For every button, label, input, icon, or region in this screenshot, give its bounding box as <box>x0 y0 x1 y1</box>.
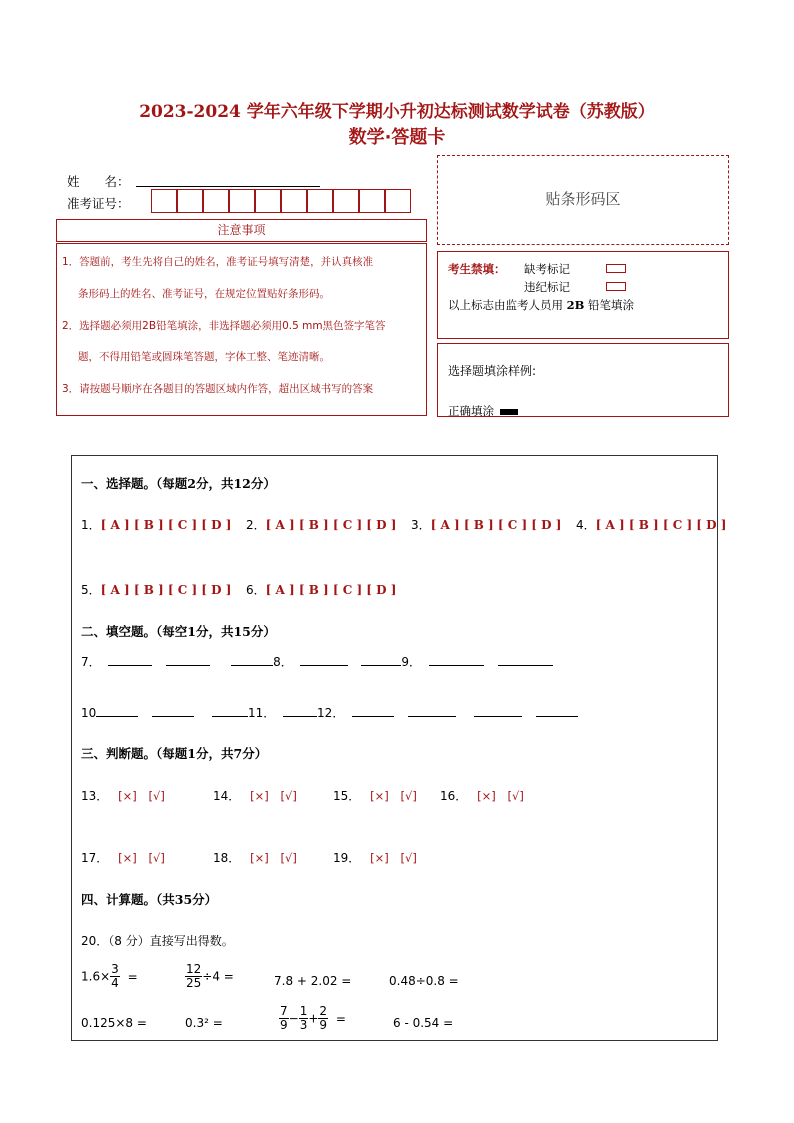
choice-question <box>246 516 396 533</box>
answer-sheet-subtitle: 数学·答题卡 <box>348 127 446 148</box>
question-number: 2． <box>246 518 266 532</box>
id-digit-box[interactable] <box>203 189 229 213</box>
answer-blank[interactable] <box>429 653 484 666</box>
fill-sample-label: 选择题填涂样例: <box>448 364 537 378</box>
fraction: $\frac{2}{9}$ <box>319 1004 328 1032</box>
question-number: 14． <box>213 789 241 803</box>
judge-question <box>333 849 417 866</box>
answer-blank[interactable] <box>408 704 456 717</box>
mark-right-option[interactable]: [√] <box>507 789 524 803</box>
choice-question <box>411 516 561 533</box>
answer-blank[interactable] <box>361 653 401 666</box>
section-heading-judge: 三、判断题。（每题1分，共7分） <box>81 746 268 761</box>
name-label: 姓 名： <box>67 174 130 189</box>
choice-options[interactable]: [ A ] [ B ] [ C ] [ D ] <box>265 518 397 532</box>
judge-question <box>81 787 165 804</box>
fraction: $\frac{3}{4}$ <box>111 962 119 990</box>
filled-mark-sample <box>500 409 518 415</box>
mark-wrong-option[interactable]: [×] <box>118 851 137 865</box>
id-digit-box[interactable] <box>385 189 411 213</box>
question-number: 4． <box>576 518 596 532</box>
choice-question <box>81 516 231 533</box>
judge-question <box>333 787 417 804</box>
violation-mark-label: 违纪标记 <box>524 280 570 294</box>
choice-question <box>246 581 396 598</box>
barcode-area <box>437 155 729 245</box>
examiner-note-text: 以上标志由监考人员用 <box>448 298 563 312</box>
question-number: 15． <box>333 789 361 803</box>
exam-title: 2023-2024 学年六年级下学期小升初达标测试数学试卷（苏教版） <box>139 102 655 122</box>
section-heading-calc: 四、计算题。（共35分） <box>81 892 218 907</box>
answer-blank[interactable] <box>152 704 194 717</box>
mark-wrong-option[interactable]: [×] <box>370 851 389 865</box>
judge-question <box>440 787 524 804</box>
question-number: 17． <box>81 851 109 865</box>
fraction: $\frac{7}{9}$ <box>280 1004 288 1032</box>
section-heading-fill: 二、填空题。（每空1分，共15分） <box>81 624 276 639</box>
answer-blank[interactable] <box>300 653 348 666</box>
question-20-prompt: 20．（8 分）直接写出得数。 <box>81 934 234 948</box>
fraction: $\frac{1}{3}$ <box>299 1004 308 1032</box>
calc-expression: 1.6× $\frac{3}{4}$ = <box>81 962 138 990</box>
fill-sample-box <box>437 343 729 417</box>
answer-blank[interactable] <box>474 704 522 717</box>
question-number: 7． <box>81 655 101 669</box>
calc-expression: 7.8 + 2.02 = <box>274 974 352 988</box>
choice-question <box>81 581 231 598</box>
mark-right-option[interactable]: [√] <box>400 789 417 803</box>
answer-blank[interactable] <box>231 653 273 666</box>
notice-line: 条形码上的姓名、准考证号，在规定位置贴好条形码。 <box>78 288 330 300</box>
judge-question <box>213 787 297 804</box>
notice-line: 2．选择题必须用2B铅笔填涂，非选择题必须用0.5 mm黑色签字笔答 <box>62 320 386 332</box>
notice-line: 3．请按题号顺序在各题目的答题区域内作答，超出区域书写的答案 <box>62 383 374 395</box>
notice-title: 注意事项 <box>217 223 266 237</box>
fill-row-2 <box>81 704 578 721</box>
mark-wrong-option[interactable]: [×] <box>477 789 496 803</box>
answer-blank[interactable] <box>283 704 317 717</box>
fill-row-1 <box>81 653 553 670</box>
answer-blank[interactable] <box>536 704 578 717</box>
question-number: 13． <box>81 789 109 803</box>
id-digit-box[interactable] <box>255 189 281 213</box>
mark-wrong-option[interactable]: [×] <box>370 789 389 803</box>
id-digit-box[interactable] <box>307 189 333 213</box>
calc-expression: 0.125×8 = <box>81 1016 147 1030</box>
question-number: 9． <box>401 655 422 669</box>
mark-right-option[interactable]: [√] <box>148 789 165 803</box>
question-number: 3． <box>411 518 431 532</box>
question-number: 1． <box>81 518 101 532</box>
question-number: 12． <box>317 706 345 720</box>
judge-question <box>213 849 297 866</box>
id-digit-box[interactable] <box>281 189 307 213</box>
choice-options[interactable]: [ A ] [ B ] [ C ] [ D ] <box>595 518 727 532</box>
calc-expression: 0.48÷0.8 = <box>389 974 459 988</box>
choice-options[interactable]: [ A ] [ B ] [ C ] [ D ] <box>265 583 397 597</box>
question-number: 5． <box>81 583 101 597</box>
id-digit-box[interactable] <box>359 189 385 213</box>
choice-options[interactable]: [ A ] [ B ] [ C ] [ D ] <box>100 518 232 532</box>
absent-mark-label: 缺考标记 <box>524 262 570 276</box>
examiner-note-pencil: 2B <box>566 298 585 312</box>
notice-line: 题，不得用铅笔或圆珠笔答题，字体工整、笔迹清晰。 <box>78 351 330 363</box>
answer-blank[interactable] <box>498 653 553 666</box>
mark-right-option[interactable]: [√] <box>280 789 297 803</box>
examiner-only-box <box>437 251 729 339</box>
fill-sample-correct-label: 正确填涂 <box>448 404 494 417</box>
choice-options[interactable]: [ A ] [ B ] [ C ] [ D ] <box>100 583 232 597</box>
examiner-only-label: 考生禁填： <box>448 262 506 276</box>
choice-question <box>576 516 726 533</box>
question-number: 6． <box>246 583 266 597</box>
question-number: 11． <box>247 706 276 720</box>
judge-question <box>81 849 165 866</box>
mark-wrong-option[interactable]: [×] <box>118 789 137 803</box>
fill-sample-correct <box>448 403 518 417</box>
calc-expression: 6 - 0.54 = <box>393 1016 454 1030</box>
barcode-label: 贴条形码区 <box>545 190 621 208</box>
mark-wrong-option[interactable]: [×] <box>250 851 269 865</box>
question-number: 18． <box>213 851 241 865</box>
examiner-note <box>448 297 634 313</box>
examiner-note-text: 铅笔填涂 <box>588 298 635 312</box>
question-number: 8． <box>273 655 293 669</box>
id-digit-box[interactable] <box>333 189 359 213</box>
violation-mark-box[interactable] <box>606 282 626 291</box>
calc-expression: $\frac{12}{25}$ ÷4 = <box>186 962 234 990</box>
mark-right-option[interactable]: [√] <box>280 851 297 865</box>
id-label: 准考证号： <box>67 196 130 211</box>
mark-wrong-option[interactable]: [×] <box>250 789 269 803</box>
fraction: $\frac{12}{25}$ <box>186 962 202 990</box>
section-heading-choice: 一、选择题。（每题2分，共12分） <box>81 476 276 491</box>
answer-blank[interactable] <box>108 653 152 666</box>
question-number: 16． <box>440 789 468 803</box>
notice-title-box <box>56 219 427 242</box>
question-number: 19． <box>333 851 361 865</box>
mark-right-option[interactable]: [√] <box>148 851 165 865</box>
name-field[interactable] <box>136 186 320 187</box>
answer-blank[interactable] <box>352 704 394 717</box>
calc-expression: $\frac{7}{9}$ − $\frac{1}{3}$ + $\frac{2}{9}$ = <box>280 1004 346 1032</box>
answer-blank[interactable] <box>212 704 248 717</box>
answer-blank[interactable] <box>96 704 138 717</box>
notice-line: 1．答题前，考生先将自己的姓名，准考证号填写清楚，并认真核准 <box>62 256 374 268</box>
answer-blank[interactable] <box>166 653 210 666</box>
calc-expression: 0.3² = <box>185 1016 223 1030</box>
id-digit-box[interactable] <box>151 189 177 213</box>
id-digit-box[interactable] <box>177 189 203 213</box>
id-digit-box[interactable] <box>229 189 255 213</box>
question-number: 10 <box>81 706 97 720</box>
choice-options[interactable]: [ A ] [ B ] [ C ] [ D ] <box>430 518 562 532</box>
absent-mark-box[interactable] <box>606 264 626 273</box>
mark-right-option[interactable]: [√] <box>400 851 417 865</box>
